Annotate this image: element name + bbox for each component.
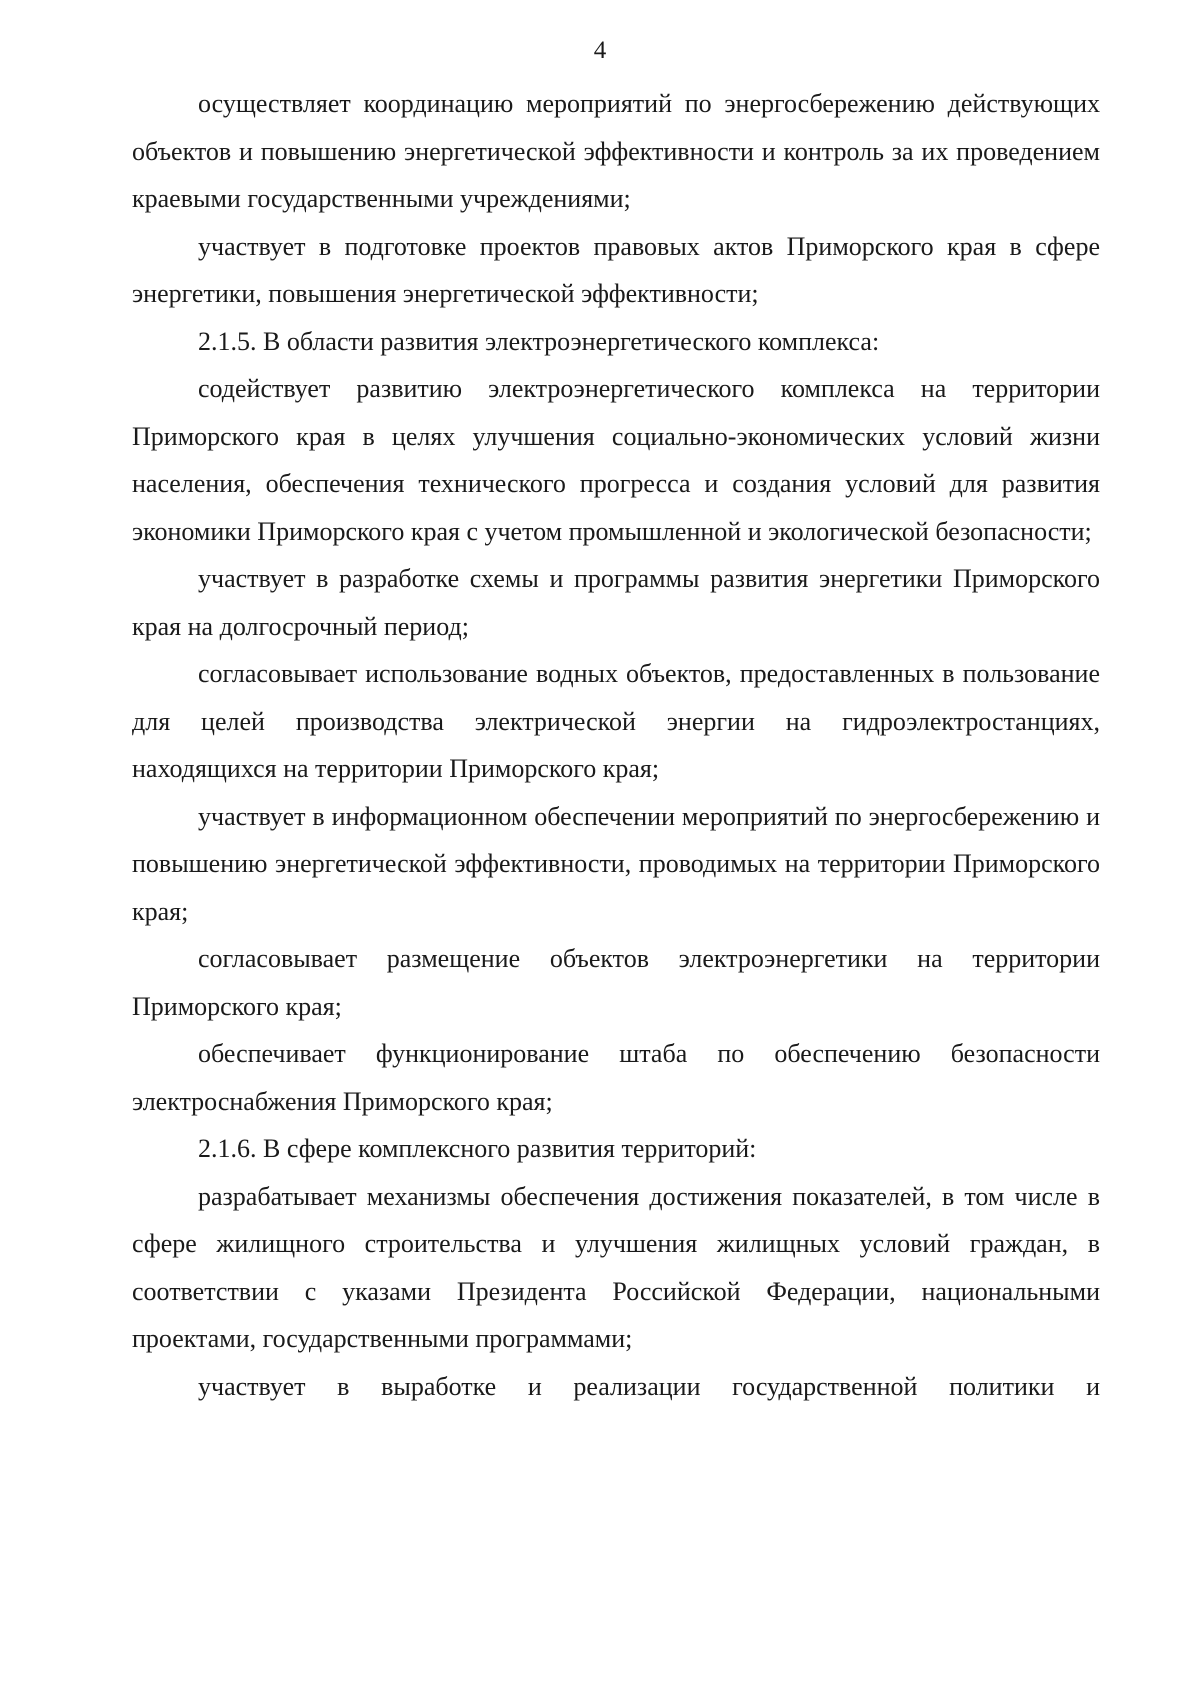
paragraph: участвует в разработке схемы и программы развития энергетики Приморского края на долгосрочный период;: [132, 564, 1100, 641]
paragraph: осуществляет координацию мероприятий по энергосбережению действующих объектов и повышению энергетической эффективности и контроль за их проведением краевыми государственными учреждениями;: [132, 89, 1100, 213]
paragraph: участвует в выработке и реализации государственной политики и: [198, 1371, 1100, 1401]
paragraph: участвует в подготовке проектов правовых актов Приморского края в сфере энергетики, повышения энергетической эффективности;: [132, 231, 1100, 308]
paragraph: обеспечивает функционирование штаба по обеспечению безопасности электроснабжения Приморского края;: [132, 1039, 1100, 1116]
document-body: [132, 80, 1100, 1410]
paragraph: согласовывает использование водных объектов, предоставленных в пользование для целей производства электрической энергии на гидроэлектростанциях, находящихся на территории Приморского края;: [132, 659, 1100, 783]
paragraph: содействует развитию электроэнергетического комплекса на территории Приморского края в целях улучшения социально-экономических условий жизни населения, обеспечения технического прогресса и создания условий для развития экономики Приморского края с учетом промышленной и экологической безопасности;: [132, 374, 1100, 546]
paragraph: участвует в информационном обеспечении мероприятий по энергосбережению и повышению энергетической эффективности, проводимых на территории Приморского края;: [132, 801, 1100, 926]
paragraph: согласовывает размещение объектов электроэнергетики на территории Приморского края;: [132, 944, 1100, 1021]
page-number: 4: [593, 37, 607, 64]
paragraph: разрабатывает механизмы обеспечения достижения показателей, в том числе в сфере жилищного строительства и улучшения жилищных условий граждан, в соответствии с указами Президента Российской Федерации, национальными проектами, государственными программами;: [132, 1181, 1100, 1353]
section-heading-2-1-5: 2.1.5. В области развития электроэнергетического комплекса:: [198, 326, 880, 356]
section-heading-2-1-6: 2.1.6. В сфере комплексного развития территорий:: [198, 1134, 757, 1163]
